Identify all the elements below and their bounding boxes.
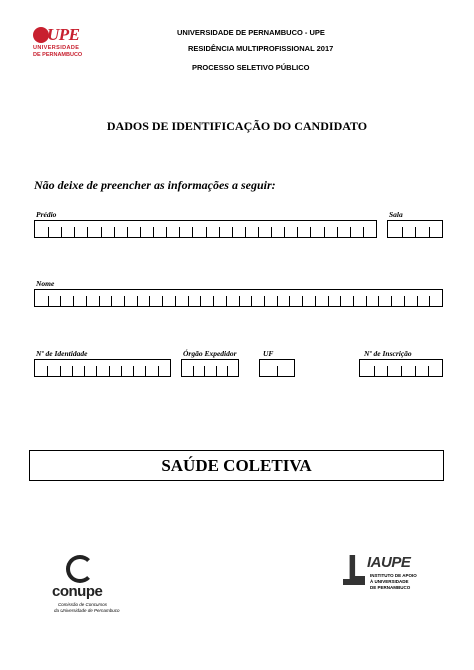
field-cell-divider — [84, 366, 85, 376]
field-cell-divider — [429, 227, 430, 237]
orgao-field[interactable] — [181, 359, 239, 377]
predio-label: Prédio — [36, 210, 57, 219]
field-cell-divider — [378, 296, 379, 306]
orgao-label: Órgão Expedidor — [183, 349, 237, 358]
header-line-1: UNIVERSIDADE DE PERNAMBUCO - UPE — [177, 28, 325, 37]
iaupe-line-2: À UNIVERSIDADE — [370, 579, 409, 584]
field-cell-divider — [337, 227, 338, 237]
field-cell-divider — [73, 296, 74, 306]
field-cell-divider — [271, 227, 272, 237]
field-cell-divider — [219, 227, 220, 237]
nome-field[interactable] — [34, 289, 443, 307]
field-cell-divider — [417, 296, 418, 306]
iaupe-logo — [343, 555, 433, 595]
upe-logo — [33, 27, 83, 61]
field-cell-divider — [145, 366, 146, 376]
field-cell-divider — [428, 366, 429, 376]
predio-field[interactable] — [34, 220, 377, 238]
field-cell-divider — [264, 296, 265, 306]
field-cell-divider — [415, 227, 416, 237]
field-cell-divider — [251, 296, 252, 306]
field-cell-divider — [111, 296, 112, 306]
sala-label: Sala — [389, 210, 403, 219]
field-cell-divider — [404, 296, 405, 306]
upe-logo-sub2: DE PERNAMBUCO — [33, 52, 83, 58]
field-cell-divider — [193, 366, 194, 376]
instruction-text: Não deixe de preencher as informações a seguir: — [34, 178, 276, 192]
field-cell-divider — [245, 227, 246, 237]
field-cell-divider — [297, 227, 298, 237]
conupe-line-1: Comissão de Concursos — [58, 602, 108, 607]
field-cell-divider — [402, 227, 403, 237]
field-cell-divider — [284, 227, 285, 237]
field-cell-divider — [204, 366, 205, 376]
field-cell-divider — [153, 227, 154, 237]
iaupe-line-1: INSTITUTO DE APOIO — [370, 573, 417, 578]
field-cell-divider — [216, 366, 217, 376]
field-cell-divider — [429, 296, 430, 306]
field-cell-divider — [179, 227, 180, 237]
field-cell-divider — [61, 227, 62, 237]
conupe-logo-mark — [66, 555, 94, 583]
page-title: DADOS DE IDENTIFICAÇÃO DO CANDIDATO — [106, 119, 368, 133]
field-cell-divider — [127, 227, 128, 237]
field-cell-divider — [289, 296, 290, 306]
field-cell-divider — [175, 296, 176, 306]
conupe-line-2: da Universidade de Pernambuco — [54, 608, 120, 613]
field-cell-divider — [86, 296, 87, 306]
field-cell-divider — [149, 296, 150, 306]
conupe-logo-text: conupe — [52, 583, 103, 600]
conupe-logo — [52, 555, 127, 617]
field-cell-divider — [158, 366, 159, 376]
field-cell-divider — [121, 366, 122, 376]
identidade-label: Nº de Identidade — [36, 349, 88, 358]
field-cell-divider — [47, 366, 48, 376]
field-cell-divider — [140, 227, 141, 237]
field-cell-divider — [363, 227, 364, 237]
field-cell-divider — [87, 227, 88, 237]
field-cell-divider — [101, 227, 102, 237]
field-cell-divider — [374, 366, 375, 376]
field-cell-divider — [166, 227, 167, 237]
iaupe-line-3: DE PERNAMBUCO — [370, 585, 411, 590]
field-cell-divider — [391, 296, 392, 306]
uf-field[interactable] — [259, 359, 295, 377]
field-cell-divider — [232, 227, 233, 237]
field-cell-divider — [72, 366, 73, 376]
field-cell-divider — [239, 296, 240, 306]
field-cell-divider — [137, 296, 138, 306]
field-cell-divider — [96, 366, 97, 376]
field-cell-divider — [328, 296, 329, 306]
field-cell-divider — [227, 366, 228, 376]
upe-logo-sub1: UNIVERSIDADE — [33, 45, 80, 51]
field-cell-divider — [350, 227, 351, 237]
field-cell-divider — [48, 296, 49, 306]
header-line-3: PROCESSO SELETIVO PÚBLICO — [192, 63, 310, 72]
field-cell-divider — [258, 227, 259, 237]
field-cell-divider — [109, 366, 110, 376]
field-cell-divider — [353, 296, 354, 306]
iaupe-logo-mark — [343, 555, 365, 585]
field-cell-divider — [226, 296, 227, 306]
subject-title: SAÚDE COLETIVA — [161, 455, 312, 475]
sala-field[interactable] — [387, 220, 443, 238]
header-line-2: RESIDÊNCIA MULTIPROFISSIONAL 2017 — [188, 44, 334, 53]
field-cell-divider — [324, 227, 325, 237]
field-cell-divider — [277, 296, 278, 306]
field-cell-divider — [206, 227, 207, 237]
field-cell-divider — [74, 227, 75, 237]
field-cell-divider — [366, 296, 367, 306]
field-cell-divider — [277, 366, 278, 376]
field-cell-divider — [188, 296, 189, 306]
field-cell-divider — [213, 296, 214, 306]
field-cell-divider — [124, 296, 125, 306]
field-cell-divider — [48, 227, 49, 237]
inscricao-label: Nº de Inscrição — [364, 349, 412, 358]
field-cell-divider — [114, 227, 115, 237]
field-cell-divider — [60, 366, 61, 376]
field-cell-divider — [387, 366, 388, 376]
field-cell-divider — [340, 296, 341, 306]
field-cell-divider — [200, 296, 201, 306]
field-cell-divider — [302, 296, 303, 306]
uf-label: UF — [263, 349, 274, 358]
field-cell-divider — [99, 296, 100, 306]
field-cell-divider — [162, 296, 163, 306]
field-cell-divider — [60, 296, 61, 306]
field-cell-divider — [401, 366, 402, 376]
field-cell-divider — [192, 227, 193, 237]
field-cell-divider — [310, 227, 311, 237]
identidade-field[interactable] — [34, 359, 171, 377]
upe-logo-text: UPE — [47, 25, 80, 44]
field-cell-divider — [133, 366, 134, 376]
nome-label: Nome — [36, 279, 55, 288]
subject-box — [29, 450, 444, 481]
field-cell-divider — [315, 296, 316, 306]
field-cell-divider — [415, 366, 416, 376]
iaupe-logo-text: IAUPE — [367, 554, 411, 571]
inscricao-field[interactable] — [359, 359, 443, 377]
